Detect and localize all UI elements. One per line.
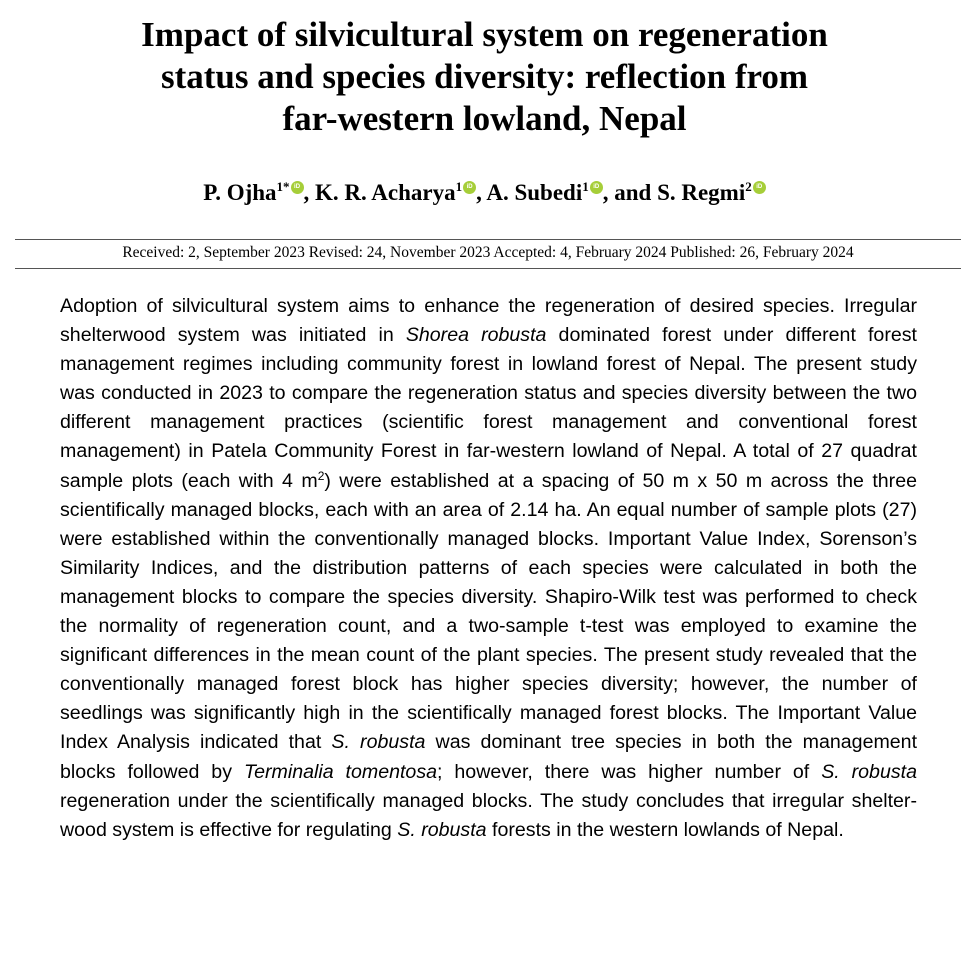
abstract [60, 292, 917, 845]
orcid-icon[interactable]: iD [291, 181, 304, 194]
title-line-1: Impact of silvicultural system on regeneration [141, 15, 828, 54]
superscript: 2 [317, 468, 325, 483]
orcid-icon[interactable]: iD [590, 181, 603, 194]
author-separator: , [476, 180, 487, 205]
bottom-divider [15, 268, 961, 269]
title-line-3: far-western lowland, Nepal [282, 99, 687, 138]
publication-dates: Received: 2, September 2023 Revised: 24, November 2023 Accepted: 4, February 2024 Published: 26, February 2024 [122, 244, 854, 261]
author-affil-2: 1 [455, 179, 463, 194]
author-name-4: S. Regmi [657, 180, 746, 205]
abstract-text: Adoption of silvicultural system aims to enhance the regeneration of desired species. Irregular shelterwood system was initiated in [60, 295, 917, 347]
top-divider [15, 239, 961, 240]
species-name: Terminalia tomentosa [243, 760, 438, 783]
abstract-text: was dominant tree species in both the management blocks followed by [60, 731, 918, 783]
species-name: S. robusta [397, 818, 487, 841]
author-affil-4: 2 [745, 179, 752, 194]
abstract-text: forests in the western lowlands of Nepal. [486, 818, 844, 841]
author-affil-1: 1* [276, 179, 290, 194]
abstract-text: ; however, there was higher number of [437, 760, 822, 783]
author-and: , and [602, 180, 658, 205]
author-name-2: K. R. Acharya [315, 180, 456, 205]
species-name: S. robusta [331, 731, 426, 754]
author-name-3: A. Subedi [486, 180, 583, 205]
author-list [0, 172, 969, 208]
orcid-icon[interactable]: iD [463, 181, 476, 194]
title-line-2: status and species diversity: reflection from [160, 57, 809, 96]
author-name-1: P. Ojha [203, 180, 277, 205]
species-name: Shorea robusta [405, 324, 547, 347]
author-separator: , [303, 180, 316, 205]
abstract-text: ) were established at a spacing of 50 m x 50 m across the three scientifically managed blocks, each with an area of 2.14 ha. An equal number of sample plots (27) were established within the conventionally managed blocks. Important Value Index, Sorenson’s Similarity Indices, and the distribution patterns of each species were calculated in both the management blocks to compare the species diversity. Shapiro-Wilk test was performed to check the normality of regeneration count, and a two-sample t-test was employed to examine the significant differences in the mean count of the plant species. The present study revealed that the conventionally managed forest block has higher species diversity; however, the number of seedlings was significantly high in the scientifically managed forest blocks. The Important Value Index Analysis indicated that [60, 469, 917, 754]
abstract-text: regeneration under the scientifically managed blocks. The study concludes that irregular shelter-wood system is effective for regulating [60, 789, 917, 841]
paper-title [0, 14, 969, 140]
orcid-icon[interactable]: iD [753, 181, 766, 194]
author-affil-3: 1 [582, 179, 589, 194]
abstract-text: dominated forest under different forest management regimes including community forest in lowland forest of Nepal. The present study was conducted in 2023 to compare the regeneration status and species diversity between the two different management practices (scientific forest management and conventional forest management) in Patela Community Forest in far-western lowland of Nepal. A total of 27 quadrat sample plots (each with 4 m [60, 324, 917, 492]
species-name: S. robusta [821, 760, 917, 783]
